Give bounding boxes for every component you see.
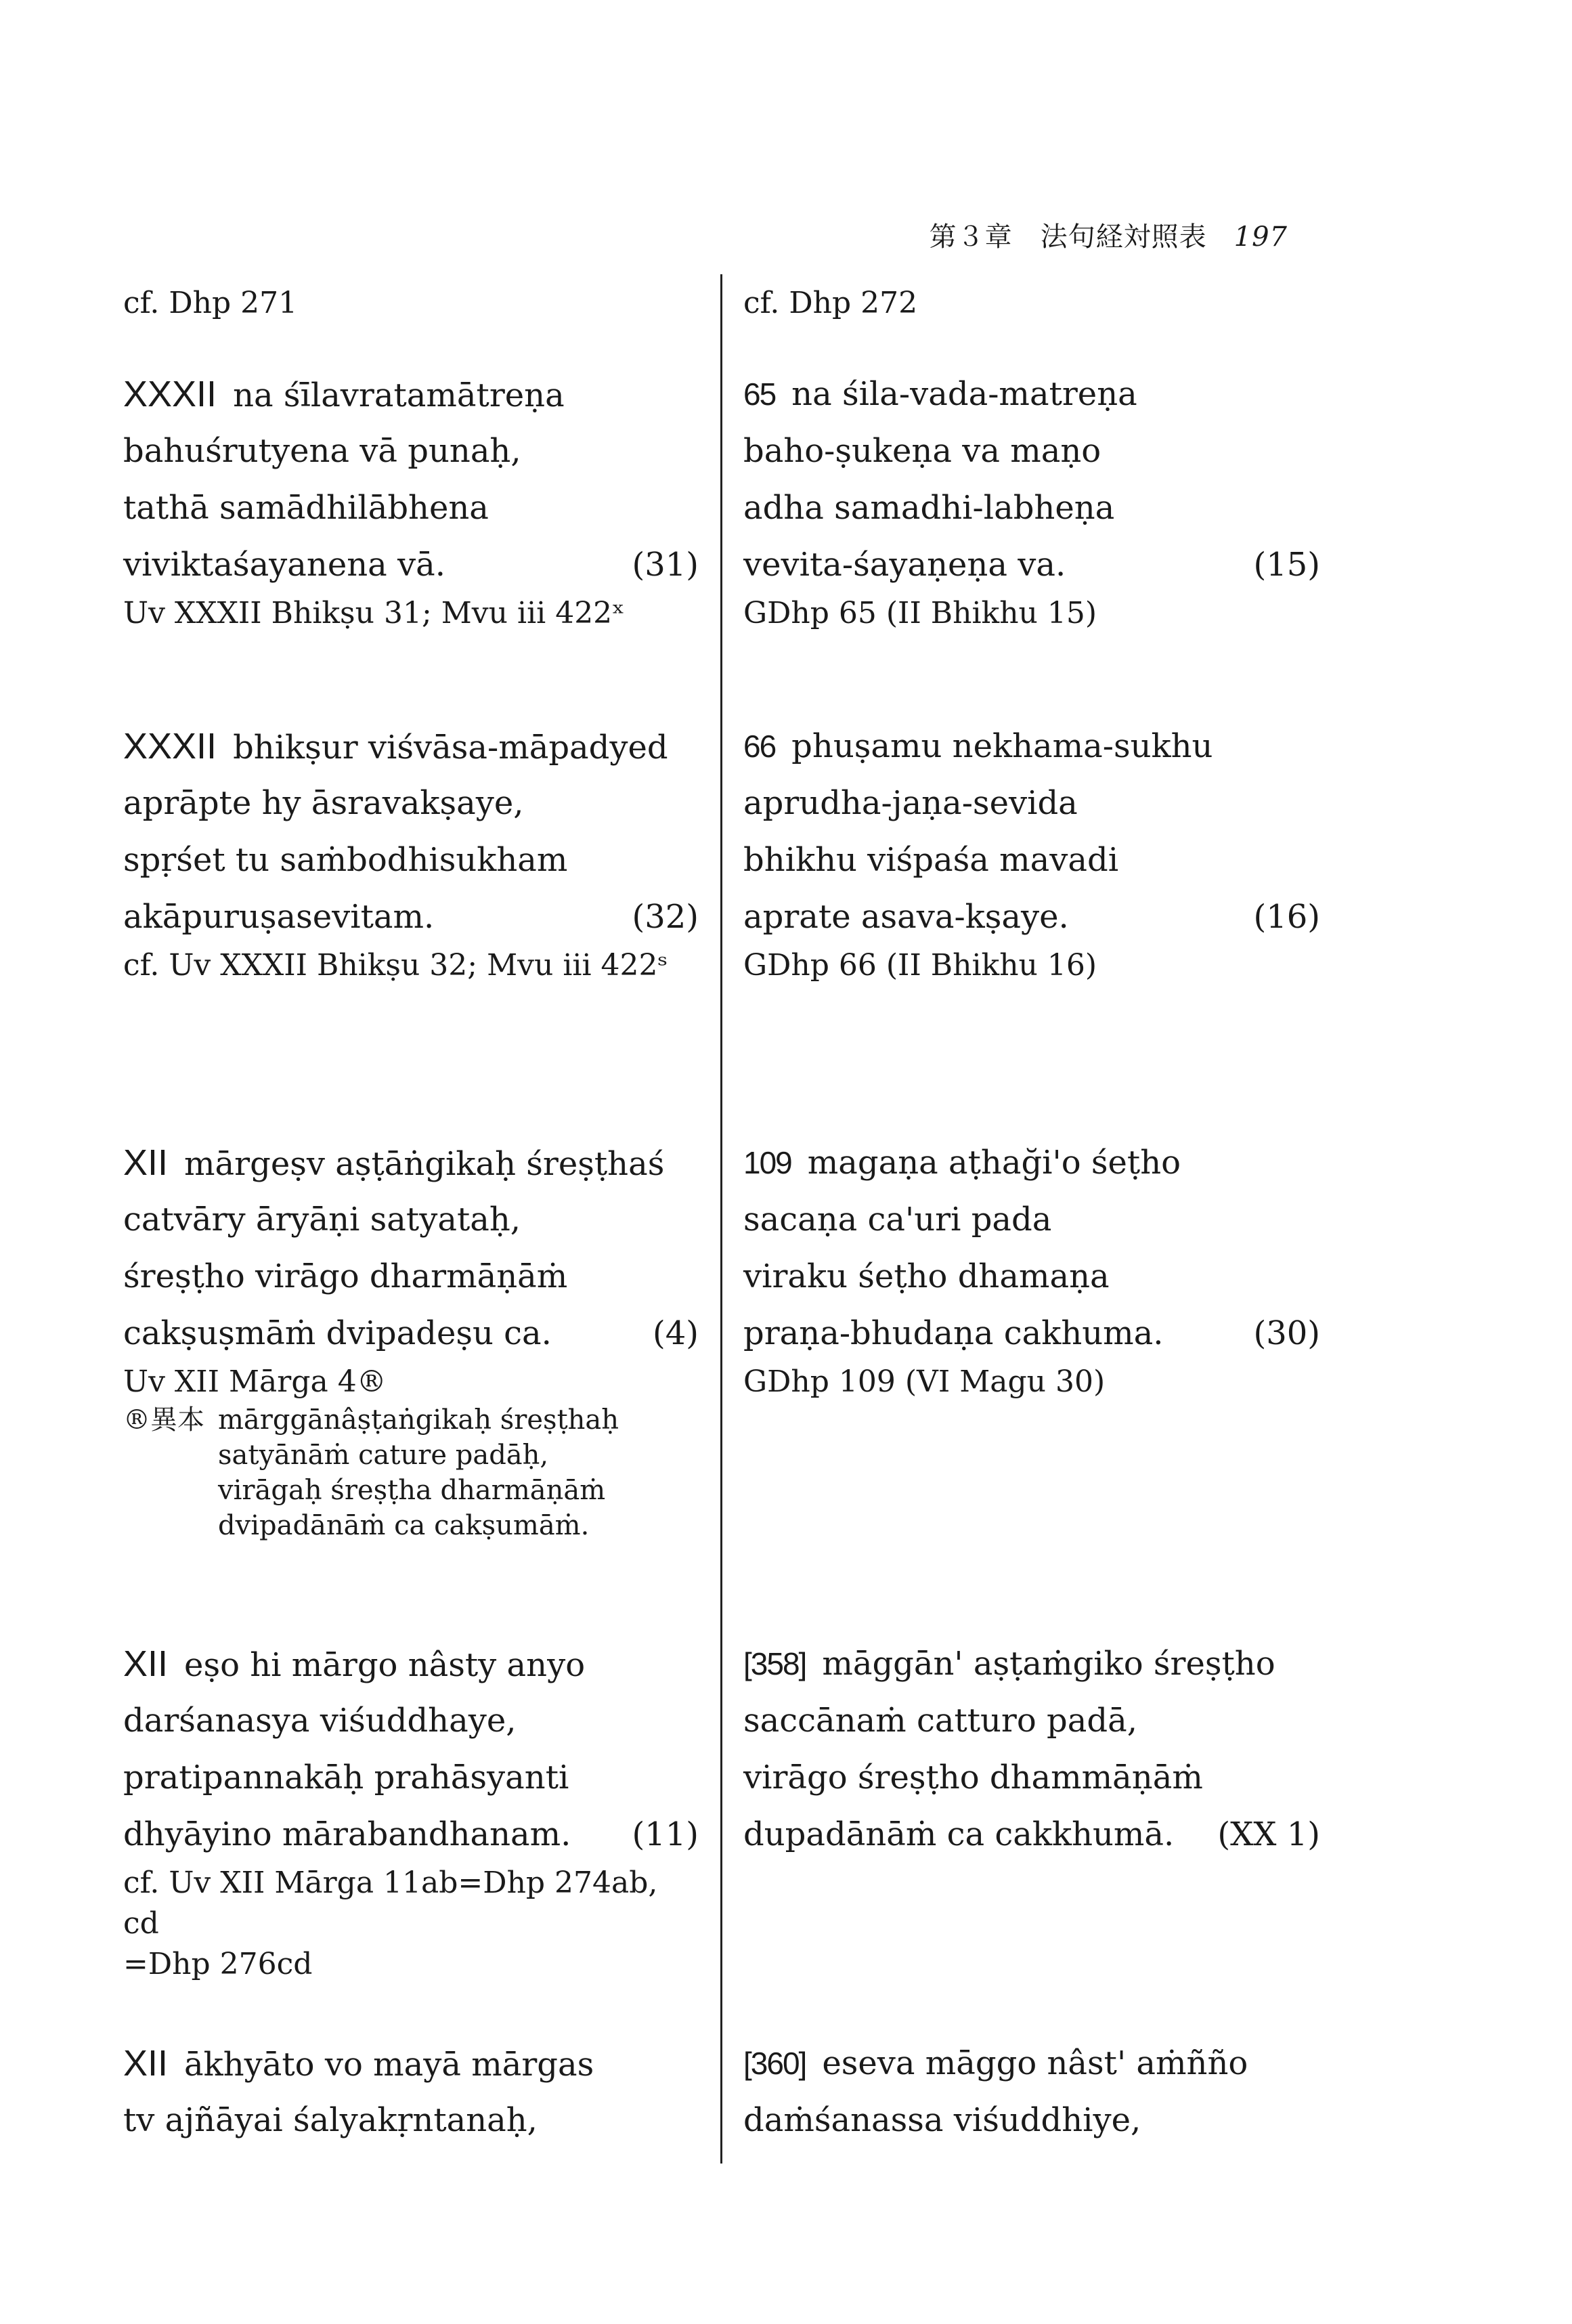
chapter-title: 第３章 法句経対照表 [929, 221, 1207, 253]
verse-line: dupadānāṁ ca cakkhumā. (XX 1) [743, 1806, 1320, 1863]
verse-line: XII eṣo hi mārgo nâsty anyo [123, 1643, 586, 1684]
left-verse-block-5 [123, 2035, 699, 2149]
verse-line: saccānaṁ catturo padā, [743, 1702, 1137, 1740]
verse-line: viviktaśayanena vā. (31) [123, 536, 699, 593]
verse-line: 65 na śila-vada-matreṇa [743, 375, 1137, 413]
verse-label: 65 [743, 376, 776, 412]
verse-number: (15) [1253, 546, 1320, 584]
variant-mark: ®異本 [123, 1404, 204, 1436]
verse-number: (31) [632, 546, 699, 584]
source-citation: GDhp 65 (II Bhikhu 15) [743, 596, 1097, 630]
left-verse-block-3 [123, 1134, 699, 1543]
left-reference: cf. Dhp 271 [123, 286, 298, 320]
verse-line: darśanasya viśuddhaye, [123, 1702, 517, 1740]
verse-line: tathā samādhilābhena [123, 489, 489, 527]
verse-line: vevita-śayaṇeṇa va. (15) [743, 536, 1320, 593]
verse-line: catvāry āryāṇi satyataḥ, [123, 1201, 521, 1239]
verse-line: aprate asava-kṣaye. (16) [743, 888, 1320, 945]
verse-line: XXXII na śīlavratamātreṇa [123, 374, 565, 414]
verse-line: aprāpte hy āsravakṣaye, [123, 784, 524, 822]
verse-line: sacaṇa ca'uri pada [743, 1201, 1052, 1239]
verse-line: aprudha-jaṇa-sevida [743, 784, 1078, 822]
verse-line: daṁśanassa viśuddhiye, [743, 2101, 1141, 2139]
verse-line: XII ākhyāto vo mayā mārgas [123, 2043, 594, 2084]
source-citation: Uv XII Mārga 4® [123, 1364, 387, 1399]
verse-line: 109 magaṇa aṭhaği'o śeṭho [743, 1144, 1181, 1182]
right-column [743, 284, 1320, 2139]
verse-label: XII [123, 2043, 169, 2084]
verse-line: XII mārgeṣv aṣṭāṅgikaḥ śreṣṭhaś [123, 1142, 665, 1183]
verse-label: XXXII [123, 374, 217, 414]
verse-number: (XX 1) [1217, 1815, 1320, 1853]
verse-number: (32) [632, 898, 699, 936]
verse-line: [358] māggān' aṣṭaṁgiko śreṣṭho [743, 1645, 1275, 1683]
page-header [930, 215, 1288, 254]
source-citation: Uv XXXII Bhikṣu 31; Mvu iii 422ˣ [123, 596, 625, 630]
right-verse-block-1 [743, 366, 1320, 634]
left-verse-block-1 [123, 366, 699, 634]
verse-line: tv ajñāyai śalyakṛntanaḥ, [123, 2101, 538, 2139]
verse-line: śreṣṭho virāgo dharmāṇāṁ [123, 1257, 568, 1295]
right-verse-block-2 [743, 718, 1320, 986]
source-citation: GDhp 66 (II Bhikhu 16) [743, 948, 1097, 983]
verse-number: (16) [1253, 898, 1320, 936]
verse-label: XII [123, 1142, 169, 1183]
right-verse-block-5 [743, 2035, 1320, 2149]
verse-line: cakṣuṣmāṁ dvipadeṣu ca. (4) [123, 1305, 699, 1362]
verse-line: praṇa-bhudaṇa cakhuma. (30) [743, 1305, 1320, 1362]
left-verse-block-2 [123, 718, 699, 986]
verse-line: viraku śeṭho dhamaṇa [743, 1257, 1110, 1295]
verse-label: [360] [743, 2046, 806, 2081]
verse-number: (11) [632, 1815, 699, 1853]
right-verse-block-3 [743, 1134, 1320, 1402]
verse-line: bhikhu viśpaśa mavadi [743, 841, 1119, 879]
verse-line: 66 phuṣamu nekhama-sukhu [743, 727, 1213, 765]
verse-line: bahuśrutyena vā punaḥ, [123, 432, 521, 470]
right-verse-block-4 [743, 1635, 1320, 1863]
verse-line: virāgo śreṣṭho dhammāṇāṁ [743, 1759, 1203, 1796]
verse-label: XXXII [123, 726, 217, 767]
verse-label: [358] [743, 1646, 806, 1681]
verse-number: (30) [1253, 1314, 1320, 1352]
source-citation: =Dhp 276cd [123, 1947, 313, 1981]
verse-label: 66 [743, 729, 776, 764]
source-citation: cf. Uv XXXII Bhikṣu 32; Mvu iii 422ˢ [123, 948, 668, 983]
verse-label: XII [123, 1643, 169, 1684]
verse-line: spṛśet tu saṁbodhisukham [123, 841, 568, 879]
verse-label: 109 [743, 1145, 791, 1180]
verse-line: [360] eseva māggo nâst' aṁñño [743, 2044, 1248, 2082]
source-citation: GDhp 109 (VI Magu 30) [743, 1364, 1106, 1399]
verse-line: pratipannakāḥ prahāsyanti [123, 1759, 569, 1796]
variant-reading-note: ®異本 mārggānâṣṭaṅgikaḥ śreṣṭhaḥ satyānāṁ cature padāḥ, virāgaḥ śreṣṭha dharmāṇāṁ dvipadānāṁ ca cakṣumāṁ. [123, 1402, 699, 1543]
column-divider [720, 274, 722, 2164]
verse-line: dhyāyino mārabandhanam. (11) [123, 1806, 699, 1863]
verse-line: baho-ṣukeṇa va maṇo [743, 432, 1101, 470]
verse-number: (4) [653, 1314, 699, 1352]
right-reference: cf. Dhp 272 [743, 286, 918, 320]
source-citation: cf. Uv XII Mārga 11ab=Dhp 274ab, cd [123, 1866, 658, 1941]
verse-line: adha samadhi-labheṇa [743, 489, 1115, 527]
left-verse-block-4 [123, 1635, 699, 1985]
verse-line: XXXII bhikṣur viśvāsa-māpadyed [123, 726, 668, 767]
left-column [123, 284, 699, 2139]
verse-line: akāpuruṣasevitam. (32) [123, 888, 699, 945]
page-number: 197 [1233, 221, 1288, 253]
